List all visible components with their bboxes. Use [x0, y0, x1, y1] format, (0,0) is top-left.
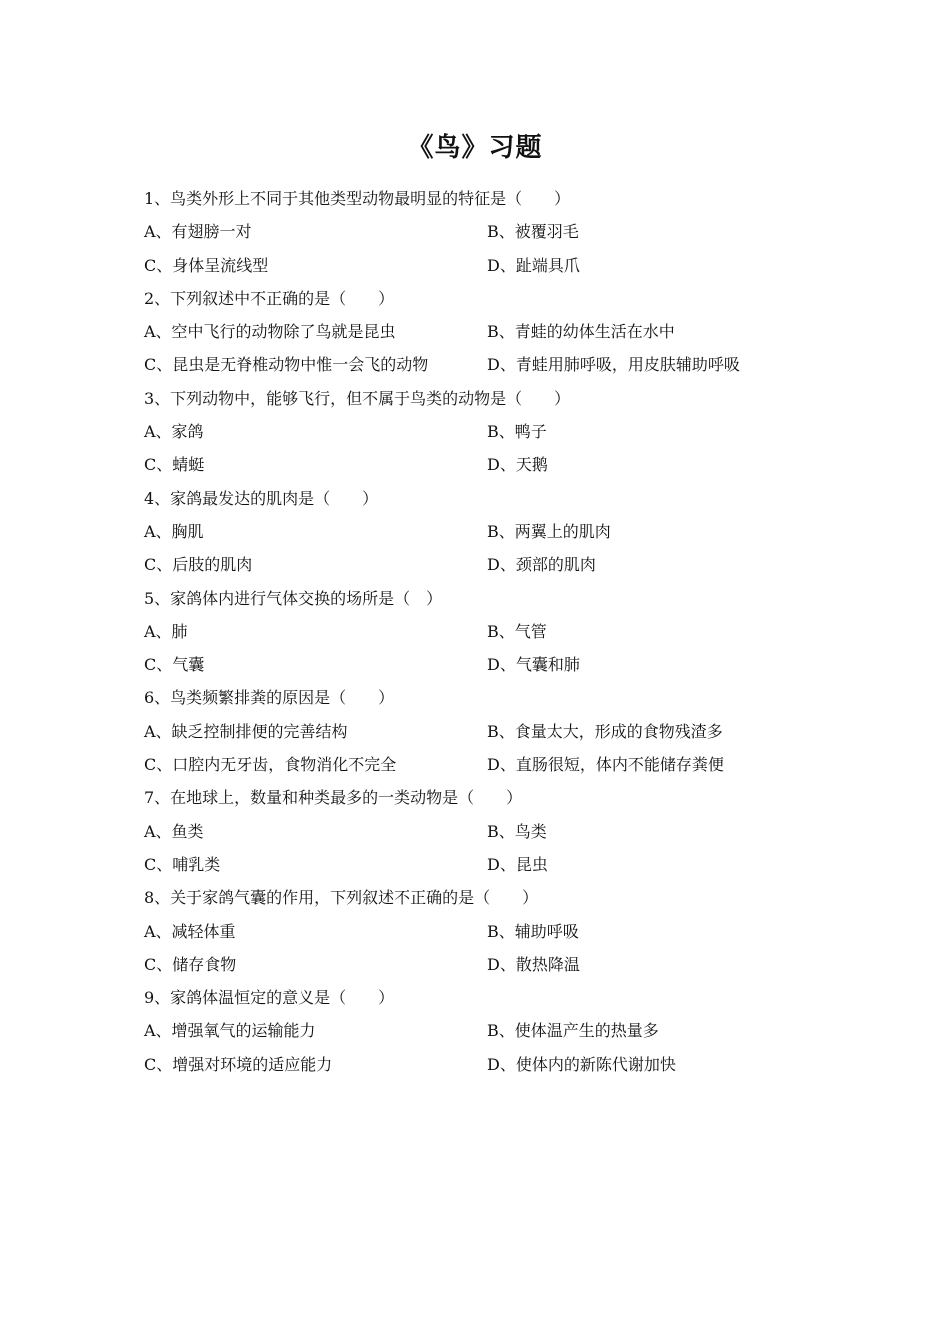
option-a: A、鱼类: [144, 821, 204, 841]
option-b: B、鸭子: [487, 422, 547, 442]
option-b: B、两翼上的肌肉: [487, 521, 611, 541]
option-row: [144, 515, 824, 548]
question-stem: 9、家鸽体温恒定的意义是（ ）: [144, 988, 395, 1008]
option-row: [144, 915, 824, 948]
option-d: D、散热降温: [487, 954, 580, 974]
option-b: B、青蛙的幼体生活在水中: [487, 322, 675, 342]
option-c: C、后肢的肌肉: [144, 555, 253, 575]
option-d: D、青蛙用肺呼吸，用皮肤辅助呼吸: [487, 355, 740, 375]
option-a: A、肺: [144, 621, 188, 641]
question-stem: 7、在地球上，数量和种类最多的一类动物是（ ）: [144, 788, 523, 808]
option-a: A、减轻体重: [144, 921, 236, 941]
option-row: [144, 948, 824, 981]
option-b: B、被覆羽毛: [487, 222, 579, 242]
option-c: C、增强对环境的适应能力: [144, 1054, 333, 1074]
option-row: [144, 448, 824, 481]
option-row: [144, 1014, 824, 1047]
option-b: B、辅助呼吸: [487, 921, 579, 941]
option-row: [144, 748, 824, 781]
option-row: [144, 215, 824, 248]
question-stem: 8、关于家鸽气囊的作用，下列叙述不正确的是（ ）: [144, 888, 539, 908]
option-c: C、气囊: [144, 655, 205, 675]
question-stem: 2、下列叙述中不正确的是（ ）: [144, 288, 395, 308]
question-stem: 4、家鸽最发达的肌肉是（ ）: [144, 488, 379, 508]
question-list: [144, 182, 824, 1081]
option-c: C、哺乳类: [144, 854, 221, 874]
option-c: C、身体呈流线型: [144, 255, 269, 275]
option-row: [144, 249, 824, 282]
option-row: [144, 648, 824, 681]
option-row: [144, 415, 824, 448]
option-d: D、天鹅: [487, 455, 548, 475]
option-b: B、使体温产生的热量多: [487, 1021, 659, 1041]
option-c: C、蜻蜓: [144, 455, 205, 475]
option-d: D、直肠很短，体内不能储存粪便: [487, 755, 724, 775]
option-d: D、趾端具爪: [487, 255, 580, 275]
option-b: B、气管: [487, 621, 547, 641]
question-stem: 3、下列动物中，能够飞行，但不属于鸟类的动物是（ ）: [144, 388, 571, 408]
option-d: D、气囊和肺: [487, 655, 580, 675]
option-a: A、有翅膀一对: [144, 222, 252, 242]
option-row: [144, 348, 824, 381]
option-a: A、家鸽: [144, 422, 204, 442]
option-row: [144, 548, 824, 581]
option-a: A、胸肌: [144, 521, 204, 541]
option-c: C、储存食物: [144, 954, 237, 974]
question-stem: 1、鸟类外形上不同于其他类型动物最明显的特征是（ ）: [144, 189, 571, 208]
option-row: [144, 1048, 824, 1081]
option-a: A、缺乏控制排便的完善结构: [144, 721, 348, 741]
option-row: [144, 315, 824, 348]
option-row: [144, 848, 824, 881]
option-d: D、使体内的新陈代谢加快: [487, 1054, 676, 1074]
option-d: D、昆虫: [487, 854, 548, 874]
option-a: A、增强氧气的运输能力: [144, 1021, 316, 1041]
option-c: C、口腔内无牙齿，食物消化不完全: [144, 755, 397, 775]
option-a: A、空中飞行的动物除了鸟就是昆虫: [144, 322, 396, 342]
option-b: B、食量太大，形成的食物残渣多: [487, 721, 723, 741]
option-row: [144, 815, 824, 848]
option-row: [144, 715, 824, 748]
option-d: D、颈部的肌肉: [487, 555, 596, 575]
page-title: 《鸟》习题: [407, 133, 543, 163]
option-c: C、昆虫是无脊椎动物中惟一会飞的动物: [144, 355, 429, 375]
question-stem: 6、鸟类频繁排粪的原因是（ ）: [144, 688, 395, 708]
question-stem: 5、家鸽体内进行气体交换的场所是（ ）: [144, 588, 443, 608]
option-b: B、鸟类: [487, 821, 547, 841]
option-row: [144, 615, 824, 648]
